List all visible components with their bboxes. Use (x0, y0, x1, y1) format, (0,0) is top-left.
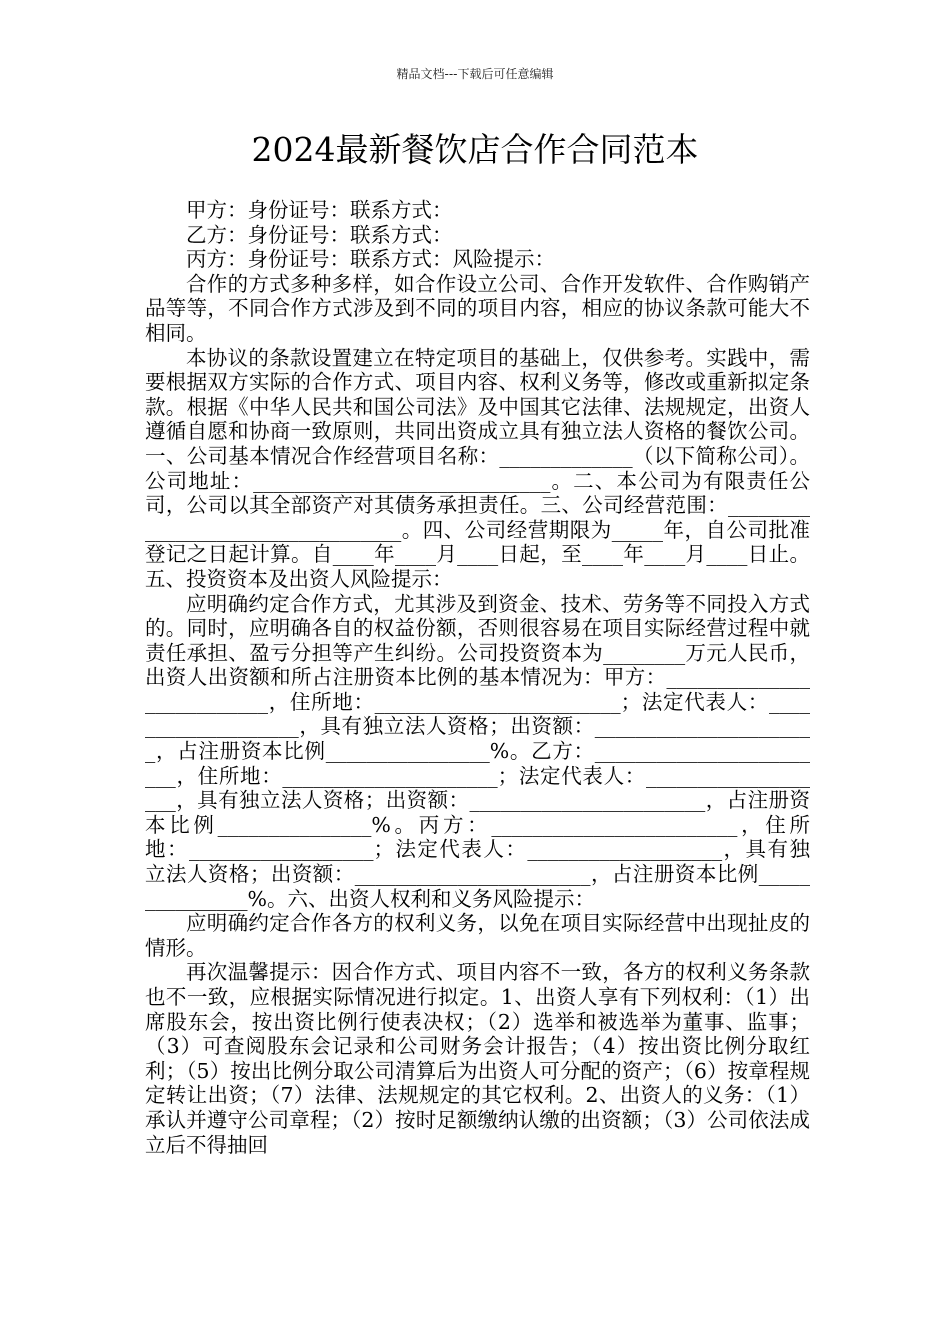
cooperation-intro-paragraph: 合作的方式多种多样，如合作设立公司、合作开发软件、合作购销产品等等，不同合作方式涉及到不同的项目内容，相应的协议条款可能大不相同。 (145, 271, 810, 345)
rights-obligations-paragraph: 应明确约定合作各方的权利义务，以免在项目实际经营中出现扯皮的情形。 (145, 911, 810, 960)
party-c-line: 丙方：身份证号：联系方式：风险提示： (186, 247, 555, 272)
document-title: 2024最新餐饮店合作合同范本 (251, 130, 699, 169)
clauses-basis-paragraph: 本协议的条款设置建立在特定项目的基础上，仅供参考。实践中，需要根据双方实际的合作方式、项目内容、权利义务等，修改或重新拟定条款。根据《中华人民共和国公司法》及中国其它法律、法规规定，出资人遵循自愿和协商一致原则，共同出资成立具有独立法人资格的餐饮公司。一、公司基本情况合作经营项目名称：_____________（以下简称公司）。公司地址：_____________________________。二、本公司为有限责任公司，公司以其全部资产对其债务承担责任。三、公司经营范围：_________________________________。四、公司经营期限为_____年，自公司批准登记之日起计算。自____年____月____日起，至____年____月____日止。五、投资资本及出资人风险提示： (145, 345, 810, 591)
page-header: 精品文档---下载后可任意编辑 (396, 67, 554, 81)
document-body (145, 198, 810, 1157)
party-a-line: 甲方：身份证号：联系方式： (186, 198, 453, 222)
investor-rights-paragraph: 再次温馨提示：因合作方式、项目内容不一致，各方的权利义务条款也不一致，应根据实际情况进行拟定。1、出资人享有下列权利：（1）出席股东会，按出资比例行使表决权；（2）选举和被选举为董事、监事；（3）可查阅股东会记录和公司财务会计报告；（4）按出资比例分取红利；（5）按出比例分取公司清算后为出资人可分配的资产；（6）按章程规定转让出资；（7）法律、法规规定的其它权利。2、出资人的义务：（1）承认并遵守公司章程；（2）按时足额缴纳认缴的出资额；（3）公司依法成立后不得抽回 (145, 960, 810, 1157)
investment-paragraph: 应明确约定合作方式，尤其涉及到资金、技术、劳务等不同投入方式的。同时，应明确各自的权益份额，否则很容易在项目实际经营过程中就责任承担、盈亏分担等产生纠纷。公司投资资本为________万元人民币，出资人出资额和所占注册资本比例的基本情况为：甲方：__________________________，住所地：________________________；法定代表人：___________________，具有独立法人资格；出资额：______________________，占注册资本比例________________%。乙方：________________________，住所地：_____________________；法定代表人：___________________，具有独立法人资格；出资额：_______________________，占注册资本比例_______________%。丙方：________________________，住所地：__________________；法定代表人：___________________，具有独立法人资格；出资额：_______________________，占注册资本比例_______________%。六、出资人权利和义务风险提示： (145, 591, 810, 911)
party-b-line: 乙方：身份证号：联系方式： (186, 222, 453, 247)
